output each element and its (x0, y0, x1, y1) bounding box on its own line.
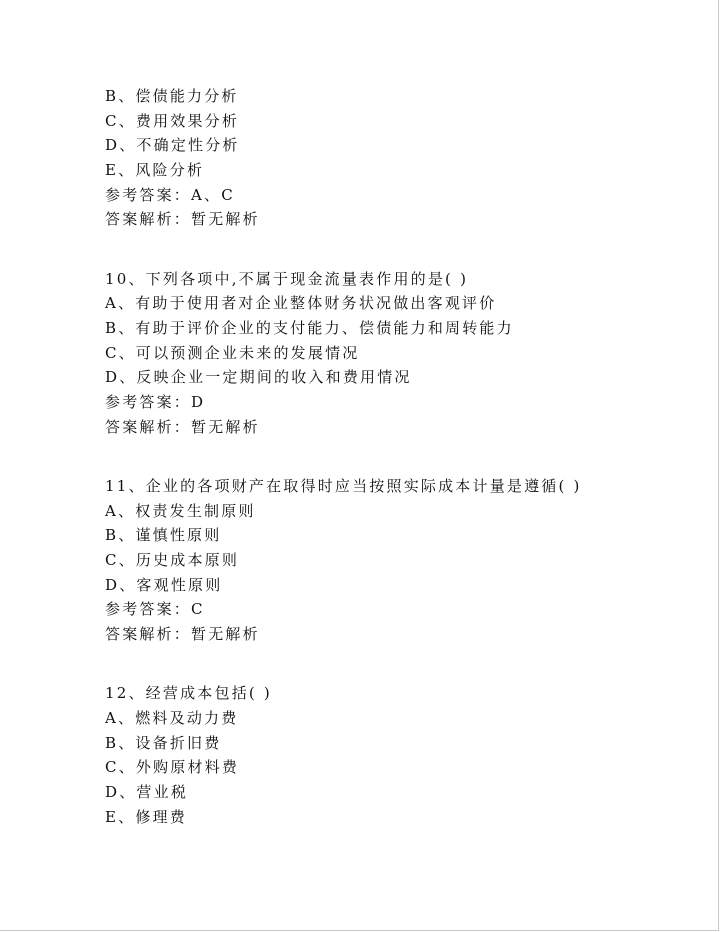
option-b: B、偿债能力分析 (105, 87, 239, 105)
option-c: C、历史成本原则 (105, 551, 240, 569)
reference-answer: 参考答案：D (105, 393, 206, 412)
reference-answer: 参考答案：C (105, 600, 205, 619)
question-text: 11、企业的各项财产在取得时应当按照实际成本计量是遵循( ) (105, 476, 582, 495)
reference-answer: 参考答案：A、C (105, 185, 235, 204)
option-c: C、可以预测企业未来的发展情况 (105, 343, 360, 362)
question-block-11 (105, 474, 705, 647)
option-d: D、不确定性分析 (105, 136, 240, 155)
question-text: 10、下列各项中,不属于现金流量表作用的是( ) (105, 269, 469, 288)
option-a: A、权责发生制原则 (105, 501, 256, 520)
option-b: B、有助于评价企业的支付能力、偿债能力和周转能力 (105, 319, 514, 337)
question-block-12 (105, 681, 705, 829)
option-b: B、设备折旧费 (105, 733, 222, 752)
option-d: D、营业税 (105, 783, 189, 801)
answer-analysis: 答案解析：暂无解析 (105, 417, 260, 436)
answer-analysis: 答案解析：暂无解析 (105, 210, 260, 229)
option-e: E、风险分析 (105, 161, 205, 180)
option-c: C、费用效果分析 (105, 111, 240, 130)
option-d: D、反映企业一定期间的收入和费用情况 (105, 368, 412, 387)
question-block-10 (105, 267, 705, 440)
option-d: D、客观性原则 (105, 575, 223, 594)
option-c: C、外购原材料费 (105, 758, 240, 777)
answer-analysis: 答案解析：暂无解析 (105, 625, 260, 644)
option-b: B、谨慎性原则 (105, 526, 222, 545)
question-text: 12、经营成本包括( ) (105, 684, 272, 703)
page-content (105, 84, 705, 829)
option-e: E、修理费 (105, 807, 187, 826)
question-block-9-continued (105, 84, 705, 232)
option-a: A、有助于使用者对企业整体财务状况做出客观评价 (105, 294, 497, 313)
option-a: A、燃料及动力费 (105, 708, 239, 727)
